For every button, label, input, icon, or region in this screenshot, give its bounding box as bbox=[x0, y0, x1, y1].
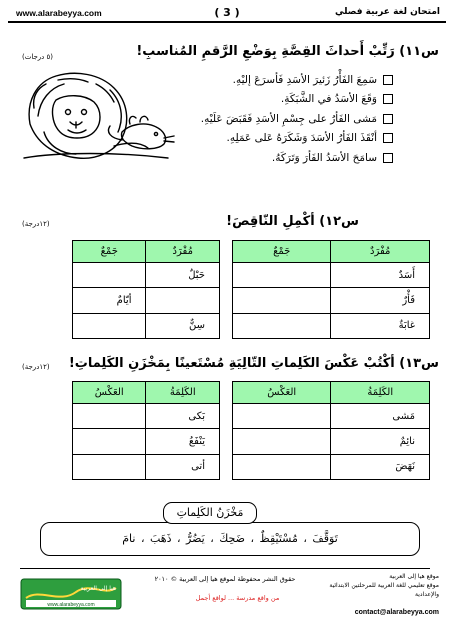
table-row bbox=[233, 429, 430, 454]
answer-cell[interactable] bbox=[73, 263, 146, 288]
answer-cell[interactable] bbox=[233, 313, 331, 338]
exam-title: امتحان لغة عربية فصلي bbox=[335, 7, 440, 17]
word-cell: أيّامٌ bbox=[73, 288, 146, 313]
order-checkbox[interactable] bbox=[383, 153, 393, 163]
q13-grade: (١٢درجة) bbox=[22, 363, 50, 371]
table-row bbox=[73, 404, 220, 429]
word-cell: حَبْلٌ bbox=[146, 263, 220, 288]
order-item-text: سَمِعَ الفَأْرُ زَئيرَ الأسَدِ فَأسرَعَ إليْهِ. bbox=[232, 73, 377, 86]
order-item-text: مَشى الفَأرُ على جِسْمِ الأسَدِ فَقَبَضَ عَلَيْهِ. bbox=[200, 112, 377, 125]
copyright-text: حقوق النشر محفوظة لموقع هيا إلى العربية © ٢٠١٠ bbox=[154, 575, 296, 583]
q11-grade: (٥ درجات) bbox=[22, 53, 54, 61]
q12-right-table bbox=[232, 240, 430, 339]
table-row bbox=[73, 429, 220, 454]
order-item-text: أنْقَذَ الفَأرُ الأسَدَ وَشَكَرَهُ عَلى عَمَلِهِ. bbox=[226, 132, 377, 145]
word-bank bbox=[40, 522, 420, 556]
table-row bbox=[73, 454, 220, 479]
answer-cell[interactable] bbox=[233, 454, 331, 479]
answer-cell[interactable] bbox=[73, 429, 146, 454]
word-cell: يَنْفَعُ bbox=[146, 429, 220, 454]
word-bank-words: تَوَقَّفَ ، مُسْتَيْقِظٌ ، ضَحِكَ ، يَضُرُّ ، ذَهَبَ ، نامَ bbox=[122, 532, 338, 545]
q11-items bbox=[173, 70, 393, 168]
order-item bbox=[173, 70, 393, 90]
q13-title: س١٣) أكْتُبْ عَكْسَ الكَلِماتِ التّالِيَةِ مُسْتَعينًا بِمَخْزَنِ الكَلِماتِ! bbox=[68, 356, 439, 371]
footer-divider bbox=[20, 568, 430, 569]
order-item-text: وَقَعَ الأسَدُ في الشَّبَكَةِ. bbox=[280, 93, 377, 106]
singular-header: مُفْرَدٌ bbox=[146, 241, 220, 263]
site-tagline: موقع تعليمي للغة العربية للمرحلتين الابتدائية والإعدادية bbox=[329, 582, 439, 598]
word-bank-title: مَخْزَنُ الكَلِماتِ bbox=[163, 502, 257, 524]
answer-cell[interactable] bbox=[233, 288, 331, 313]
logo-text: هيا إلى العربية bbox=[80, 585, 116, 592]
table-row bbox=[73, 313, 220, 338]
q11-title: س١١) رَتِّبْ أَحداثَ القِصَّةِ بِوَضْعِ الرَّقمِ المُناسبِ! bbox=[136, 44, 439, 59]
table-row bbox=[233, 404, 430, 429]
table-row bbox=[73, 288, 220, 313]
order-checkbox[interactable] bbox=[383, 133, 393, 143]
site-name: موقع هيا إلى العربية bbox=[389, 573, 439, 580]
order-checkbox[interactable] bbox=[383, 75, 393, 85]
footer-slogan: من واقع مدرسة ... لواقع أجمل bbox=[195, 594, 280, 602]
order-item-text: سامَحَ الأسَدُ الفَأرَ وَتَرَكَهُ. bbox=[271, 151, 377, 164]
plural-header: جَمْعٌ bbox=[73, 241, 146, 263]
opposite-header: العَكْسُ bbox=[233, 382, 331, 404]
word-cell: بَكى bbox=[146, 404, 220, 429]
site-description bbox=[319, 572, 439, 599]
order-checkbox[interactable] bbox=[383, 114, 393, 124]
q13-right-table bbox=[232, 381, 430, 480]
answer-cell[interactable] bbox=[73, 313, 146, 338]
answer-cell[interactable] bbox=[73, 454, 146, 479]
order-checkbox[interactable] bbox=[383, 94, 393, 104]
word-cell: نائِمٌ bbox=[331, 429, 430, 454]
table-row bbox=[233, 288, 430, 313]
word-cell: نَهَضَ bbox=[331, 454, 430, 479]
site-logo bbox=[20, 578, 122, 610]
word-cell: أتى bbox=[146, 454, 220, 479]
table-row bbox=[233, 263, 430, 288]
order-item bbox=[173, 109, 393, 129]
answer-cell[interactable] bbox=[73, 404, 146, 429]
logo-url: www.alarabeyya.com bbox=[47, 602, 95, 608]
answer-cell[interactable] bbox=[233, 404, 331, 429]
order-item bbox=[173, 148, 393, 168]
answer-cell[interactable] bbox=[146, 288, 220, 313]
word-cell: أَسَدٌ bbox=[331, 263, 430, 288]
word-cell: مَشى bbox=[331, 404, 430, 429]
lion-mouse-illustration bbox=[18, 66, 178, 166]
table-row bbox=[233, 454, 430, 479]
answer-cell[interactable] bbox=[233, 429, 331, 454]
header-divider bbox=[8, 21, 446, 23]
page-number: ( 3 ) bbox=[214, 6, 240, 19]
word-header: الكَلِمَةُ bbox=[331, 382, 430, 404]
table-row bbox=[233, 313, 430, 338]
order-item bbox=[173, 129, 393, 149]
word-cell: فَأْرٌ bbox=[331, 288, 430, 313]
q12-title: س١٢) أكْمِلِ النّاقِصَ! bbox=[226, 214, 359, 229]
q13-left-table bbox=[72, 381, 220, 480]
table-row bbox=[73, 263, 220, 288]
q12-left-table bbox=[72, 240, 220, 339]
plural-header: جَمْعٌ bbox=[233, 241, 331, 263]
q12-grade: (١٢درجة) bbox=[22, 220, 50, 228]
word-cell: غابَةٌ bbox=[331, 313, 430, 338]
word-cell: سِنٌّ bbox=[146, 313, 220, 338]
site-url[interactable]: www.alarabeyya.com bbox=[16, 8, 102, 18]
contact-email[interactable]: contact@alarabeyya.com bbox=[354, 609, 439, 616]
word-header: الكَلِمَةُ bbox=[146, 382, 220, 404]
answer-cell[interactable] bbox=[233, 263, 331, 288]
opposite-header: العَكْسُ bbox=[73, 382, 146, 404]
singular-header: مُفْرَدٌ bbox=[331, 241, 430, 263]
order-item bbox=[173, 90, 393, 110]
